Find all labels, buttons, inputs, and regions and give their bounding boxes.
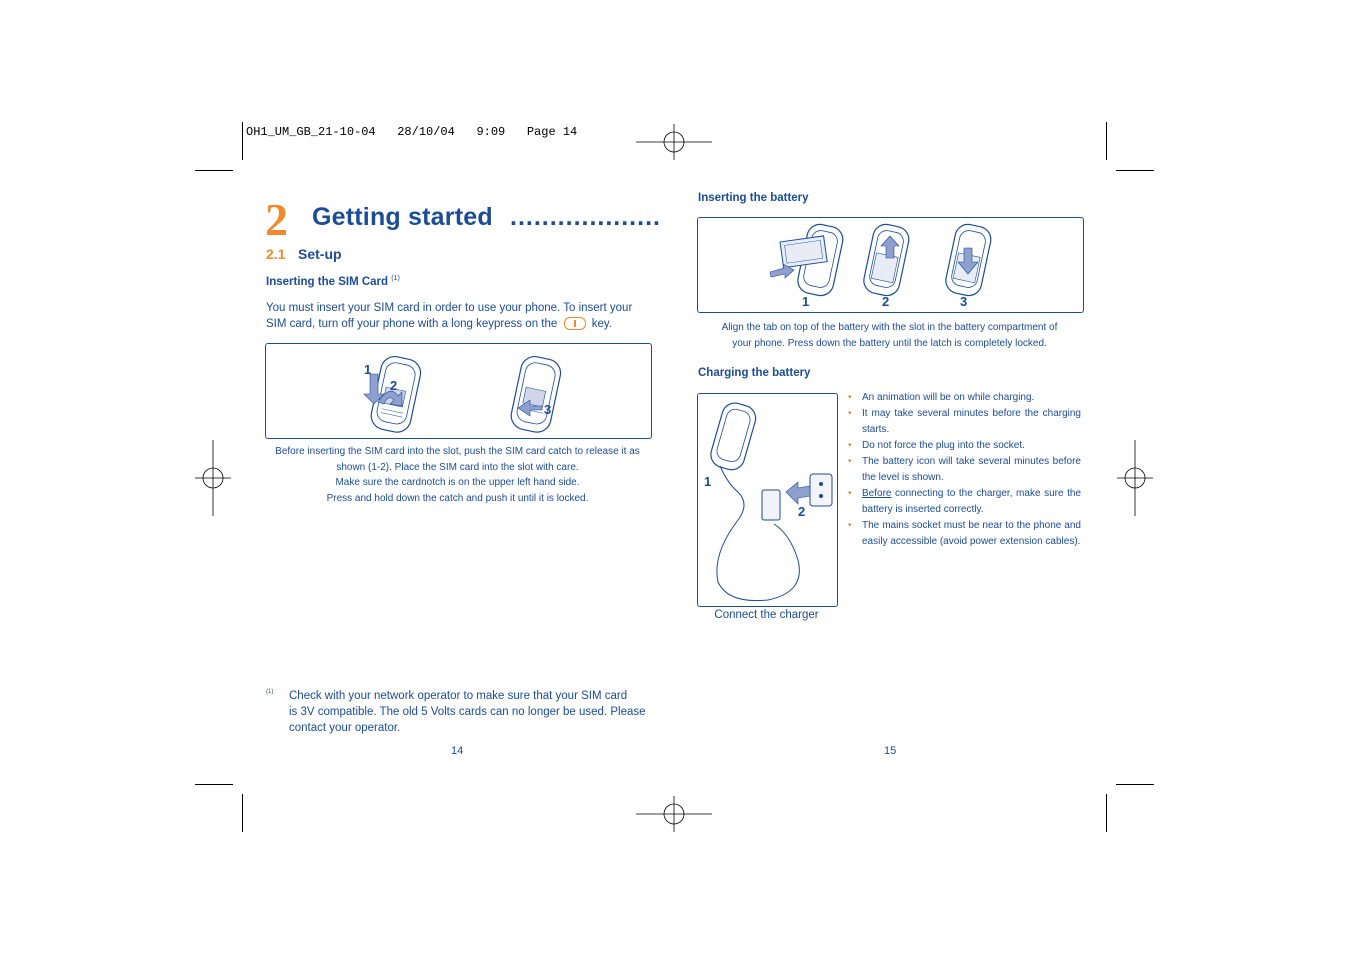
sim-caption-line: Before inserting the SIM card into the slot, push the SIM card catch to release it as — [275, 446, 640, 457]
sim-text-before-key: SIM card, turn off your phone with a long keypress on the — [266, 318, 558, 330]
charging-notes — [848, 390, 1081, 550]
crop-mark — [1116, 784, 1154, 785]
battery-caption — [697, 320, 1082, 351]
phone-back-illustration — [509, 354, 564, 435]
printer-slug: OH1_UM_GB_21-10-04 28/10/04 9:09 Page 14 — [246, 125, 578, 139]
sim-text-line: You must insert your SIM card in order to use your phone. To insert your — [266, 302, 633, 314]
registration-mark-icon — [634, 794, 714, 834]
figure-step-label: 2 — [882, 294, 890, 309]
figure-step-label: 1 — [364, 362, 372, 377]
sim-heading — [266, 275, 400, 288]
phone-illustration — [708, 400, 759, 473]
crop-mark — [195, 170, 233, 171]
footnote-reference: (1) — [391, 275, 400, 282]
bullet-text: connecting to the charger, make sure the battery is inserted correctly. — [862, 488, 1081, 515]
arrow-icon — [786, 482, 810, 504]
sim-caption-line: Make sure the cardnotch is on the upper left hand side. — [335, 477, 580, 488]
battery-insertion-illustration — [698, 218, 1083, 312]
footnote-line: is 3V compatible. The old 5 Volts cards can no longer be used. Please — [289, 706, 646, 718]
sim-caption — [265, 444, 650, 506]
registration-mark-icon — [193, 438, 233, 518]
sim-insertion-illustration — [266, 344, 651, 438]
battery-heading: Inserting the battery — [698, 192, 809, 204]
charging-bullet-list — [848, 390, 1081, 550]
figure-step-label: 1 — [704, 474, 712, 489]
chapter-number: 2 — [265, 194, 288, 245]
battery-caption-line: Align the tab on top of the battery with the slot in the battery compartment of — [721, 322, 1058, 333]
chapter-title: Getting started — [312, 203, 493, 231]
sim-caption-line: shown (1-2). Place the SIM card into the slot with care. — [336, 461, 579, 473]
figure-step-label: 3 — [544, 402, 552, 417]
page-number-right: 15 — [884, 745, 897, 757]
crop-mark — [195, 784, 233, 785]
registration-mark-icon — [1115, 438, 1155, 518]
sim-heading-text: Inserting the SIM Card — [266, 275, 389, 288]
crop-mark — [242, 122, 243, 160]
crop-mark — [1106, 122, 1107, 160]
phone-back-illustration — [861, 222, 911, 298]
underlined-before: Before — [862, 488, 892, 499]
power-off-key-icon — [564, 317, 586, 330]
figure-step-label: 2 — [798, 504, 806, 519]
bullet-item: • The mains socket must be near to the phone and easily accessible (avoid power extension cables). — [848, 518, 1081, 550]
crop-mark — [1116, 170, 1154, 171]
bullet-item: • It may take several minutes before the charging starts. — [848, 406, 1081, 438]
sim-caption-line: Press and hold down the catch and push it until it is locked. — [326, 492, 589, 504]
footnote-line: Check with your network operator to make sure that your SIM card — [289, 690, 628, 702]
registration-mark-icon — [634, 122, 714, 162]
crop-mark — [1106, 794, 1107, 832]
sim-instructions — [266, 300, 656, 332]
figure-step-label: 2 — [390, 378, 398, 393]
section-number: 2.1 — [266, 246, 286, 262]
bullet-item: • Do not force the plug into the socket. — [848, 438, 1081, 454]
charging-heading: Charging the battery — [698, 367, 811, 379]
footnote — [289, 688, 654, 736]
sim-figure-frame — [265, 343, 652, 439]
figure-step-label: 3 — [960, 294, 968, 309]
battery-illustration — [780, 236, 827, 268]
bullet-item: • The battery icon will take several minutes before the level is shown. — [848, 454, 1081, 486]
charger-caption: Connect the charger — [714, 609, 819, 621]
wall-socket — [810, 474, 832, 506]
footnote-mark: (1) — [266, 689, 274, 695]
battery-caption-line: your phone. Press down the battery until the latch is completely locked. — [732, 337, 1047, 349]
figure-step-label: 1 — [802, 294, 810, 309]
charger-adapter — [762, 490, 780, 520]
charger-cable — [717, 466, 800, 601]
chapter-leader-dots: ................... — [510, 203, 661, 231]
sim-text-after-key: key. — [591, 318, 612, 330]
battery-figure-frame — [697, 217, 1084, 313]
charger-figure-frame — [697, 393, 838, 607]
footnote-line: contact your operator. — [289, 722, 401, 734]
crop-mark — [242, 794, 243, 832]
charger-connection-illustration — [698, 394, 837, 606]
sim-text-line — [266, 316, 656, 332]
section-title: Set-up — [298, 246, 342, 262]
page-number-left: 14 — [451, 745, 464, 757]
bullet-item — [848, 486, 1081, 518]
bullet-item: • An animation will be on while charging. — [848, 390, 1081, 406]
